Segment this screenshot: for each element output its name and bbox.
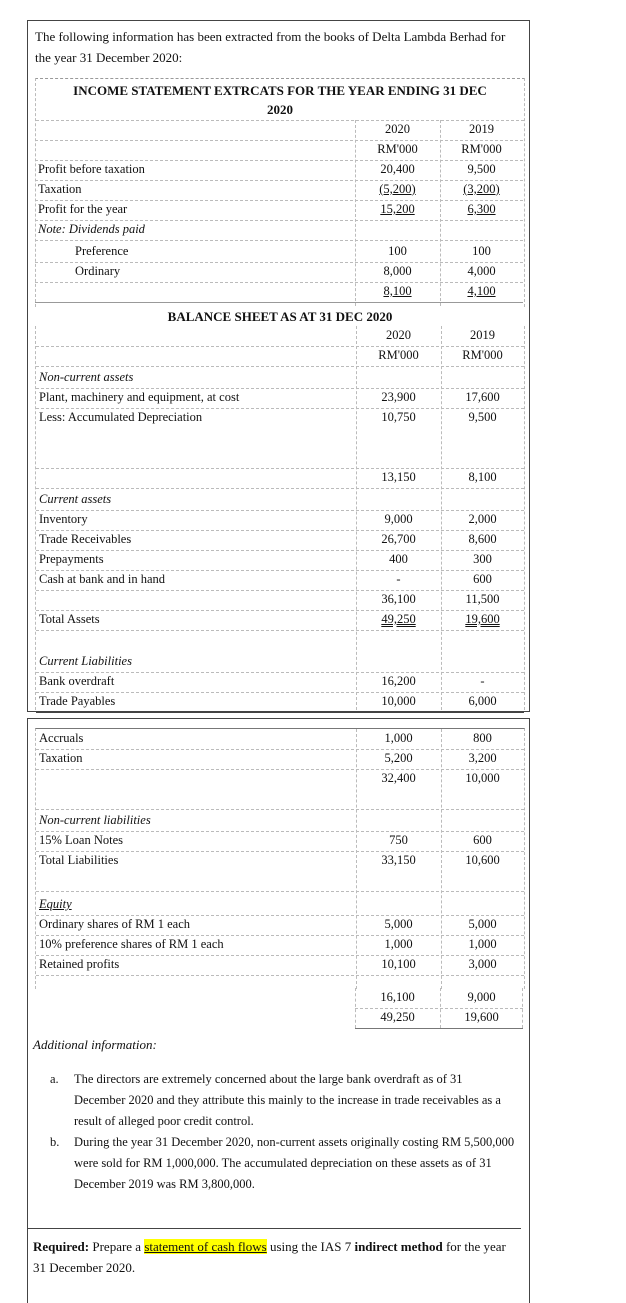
required-text-2: using the IAS 7: [266, 1239, 355, 1254]
table-row: [36, 570, 524, 591]
income-year-2020: 2020: [385, 122, 410, 136]
balance-sheet-grid-b: [35, 728, 525, 989]
value-2020: 100: [388, 244, 407, 258]
row-label: Bank overdraft: [39, 674, 115, 688]
value-2020: 23,900: [381, 390, 416, 404]
value-2020: 1,000: [384, 731, 413, 745]
row-label: Accruals: [39, 731, 84, 745]
row-label: Total Liabilities: [39, 853, 119, 867]
ncl-heading: Non-current liabilities: [39, 813, 151, 827]
required-text-1: Prepare a: [89, 1239, 145, 1254]
ca-heading: Current assets: [39, 492, 112, 506]
row-label: Plant, machinery and equipment, at cost: [39, 390, 240, 404]
value-2020: 16,100: [380, 990, 415, 1004]
table-row: [35, 262, 523, 283]
table-row: [35, 180, 523, 201]
value-2020: 16,200: [381, 674, 416, 688]
additional-item-a: [50, 1069, 515, 1132]
row-label: 10% preference shares of RM 1 each: [39, 937, 224, 951]
row-label: Cash at bank and in hand: [39, 572, 166, 586]
income-title-line1: INCOME STATEMENT EXTRCATS FOR THE YEAR ENDING 31 DEC: [73, 83, 487, 98]
balance-year-2019: 2019: [470, 328, 495, 342]
required-text-3: for the year 31 December 2020.: [33, 1239, 506, 1275]
value-2020: -: [396, 572, 401, 586]
table-row: [36, 935, 524, 956]
value-2020: 10,100: [381, 957, 416, 971]
income-unit-2019: RM'000: [461, 142, 502, 156]
balance-year-2020: 2020: [386, 328, 411, 342]
value-2019: 4,000: [467, 264, 496, 278]
income-grid: [35, 120, 523, 306]
row-label: Taxation: [39, 751, 83, 765]
value-2020: 5,000: [384, 917, 413, 931]
row-label: Ordinary shares of RM 1 each: [39, 917, 190, 931]
table-row: [35, 200, 523, 221]
value-2020: 33,150: [381, 853, 416, 867]
required-text: [33, 1236, 519, 1278]
row-label: Less: Accumulated Depreciation: [39, 410, 203, 424]
balance-unit-2020: RM'000: [378, 348, 419, 362]
table-row: [36, 955, 524, 976]
table-row: [36, 729, 524, 750]
value-2020: 9,000: [384, 512, 413, 526]
value-2020: 32,400: [381, 771, 416, 785]
required-label: Required:: [33, 1239, 90, 1254]
value-2019: 8,100: [468, 470, 497, 484]
dividend-note: Note: Dividends paid: [38, 222, 145, 236]
value-2019: 5,000: [468, 917, 497, 931]
value-2019: 800: [473, 731, 492, 745]
value-2019: 300: [473, 552, 492, 566]
table-row: [36, 590, 524, 611]
row-label: Retained profits: [39, 957, 120, 971]
value-2020: 15,200: [380, 202, 415, 216]
value-2019: 9,500: [467, 162, 496, 176]
item-text: During the year 31 December 2020, non-current assets originally costing RM 5,500,000 were sold for RM 1,000,000. The accumulated depreciation on these assets as of 31 December 2019 was RM 3,800,000.: [74, 1135, 515, 1191]
additional-item-b: [50, 1132, 515, 1195]
table-row: [35, 242, 523, 263]
table-row: [36, 408, 524, 469]
table-row: [36, 769, 524, 810]
row-label: Ordinary: [75, 264, 121, 278]
income-title-line2: 2020: [267, 102, 293, 117]
equity-heading: Equity: [39, 897, 72, 911]
required-bold: indirect method: [354, 1239, 443, 1254]
value-2020: (5,200): [379, 182, 416, 196]
value-2020: 10,750: [381, 410, 416, 424]
value-2020: 10,000: [381, 694, 416, 708]
table-row: [36, 610, 524, 631]
table-row: [35, 282, 523, 303]
row-label: Taxation: [38, 182, 82, 196]
balance-sheet-totals: [355, 988, 523, 1028]
value-2019: 600: [473, 833, 492, 847]
dividend-note-row: [35, 220, 523, 241]
value-2020: 750: [389, 833, 408, 847]
income-year-2019: 2019: [469, 122, 494, 136]
table-row: [36, 851, 524, 892]
additional-heading: Additional information:: [33, 1037, 157, 1052]
value-2019: 3,000: [468, 957, 497, 971]
table-row: [36, 530, 524, 551]
row-label: Trade Receivables: [39, 532, 132, 546]
value-2019: 2,000: [468, 512, 497, 526]
table-row: [36, 831, 524, 852]
required-highlight: statement of cash flows: [144, 1239, 267, 1254]
value-2020: 13,150: [381, 470, 416, 484]
value-2019: 17,600: [465, 390, 500, 404]
value-2020: 8,100: [383, 284, 412, 298]
income-unit-2020: RM'000: [377, 142, 418, 156]
row-label: Profit before taxation: [38, 162, 145, 176]
value-2019: 6,000: [468, 694, 497, 708]
value-2019: 8,600: [468, 532, 497, 546]
value-2019: 1,000: [468, 937, 497, 951]
value-2020: 49,250: [381, 612, 416, 626]
value-2019: 19,600: [465, 612, 500, 626]
value-2020: 49,250: [380, 1010, 415, 1024]
row-label: 15% Loan Notes: [39, 833, 124, 847]
value-2020: 400: [389, 552, 408, 566]
table-row: [36, 388, 524, 409]
table-row: [36, 510, 524, 531]
row-label: Prepayments: [39, 552, 104, 566]
value-2019: 10,600: [465, 853, 500, 867]
value-2020: 26,700: [381, 532, 416, 546]
value-2019: 100: [472, 244, 491, 258]
table-row: [36, 692, 524, 713]
row-label: Profit for the year: [38, 202, 128, 216]
table-row: [36, 672, 524, 693]
cl-heading: Current Liabilities: [39, 654, 132, 668]
value-2020: 1,000: [384, 937, 413, 951]
value-2019: 10,000: [465, 771, 500, 785]
value-2019: 4,100: [467, 284, 496, 298]
value-2020: 20,400: [380, 162, 415, 176]
value-2020: 5,200: [384, 751, 413, 765]
balance-sheet-title: BALANCE SHEET AS AT 31 DEC 2020: [167, 309, 393, 324]
table-row: [36, 915, 524, 936]
value-2019: 9,000: [467, 990, 496, 1004]
row-label: Total Assets: [39, 612, 100, 626]
table-row: [355, 1008, 523, 1029]
value-2019: 600: [473, 572, 492, 586]
balance-unit-2019: RM'000: [462, 348, 503, 362]
value-2019: 6,300: [467, 202, 496, 216]
value-2020: 8,000: [383, 264, 412, 278]
row-label: Inventory: [39, 512, 88, 526]
table-row: [36, 749, 524, 770]
value-2019: (3,200): [463, 182, 500, 196]
item-marker: a.: [50, 1072, 59, 1086]
item-marker: b.: [50, 1135, 60, 1149]
table-row: [36, 550, 524, 571]
value-2019: -: [480, 674, 485, 688]
table-row: [355, 988, 523, 1009]
item-text: The directors are extremely concerned about the large bank overdraft as of 31 December 2020 and they attribute this mainly to the increase in trade receivables as a result of alleged poor credit control.: [74, 1072, 501, 1128]
nca-heading: Non-current assets: [39, 370, 134, 384]
value-2019: 19,600: [464, 1010, 499, 1024]
table-row: [35, 160, 523, 181]
balance-sheet-grid-a: [35, 326, 525, 710]
value-2020: 36,100: [381, 592, 416, 606]
row-label: Preference: [75, 244, 129, 258]
intro-text: The following information has been extracted from the books of Delta Lambda Berhad for the year 31 December 2020:: [35, 29, 506, 65]
value-2019: 3,200: [468, 751, 497, 765]
table-row: [36, 468, 524, 489]
value-2019: 11,500: [465, 592, 500, 606]
row-label: Trade Payables: [39, 694, 116, 708]
value-2019: 9,500: [468, 410, 497, 424]
